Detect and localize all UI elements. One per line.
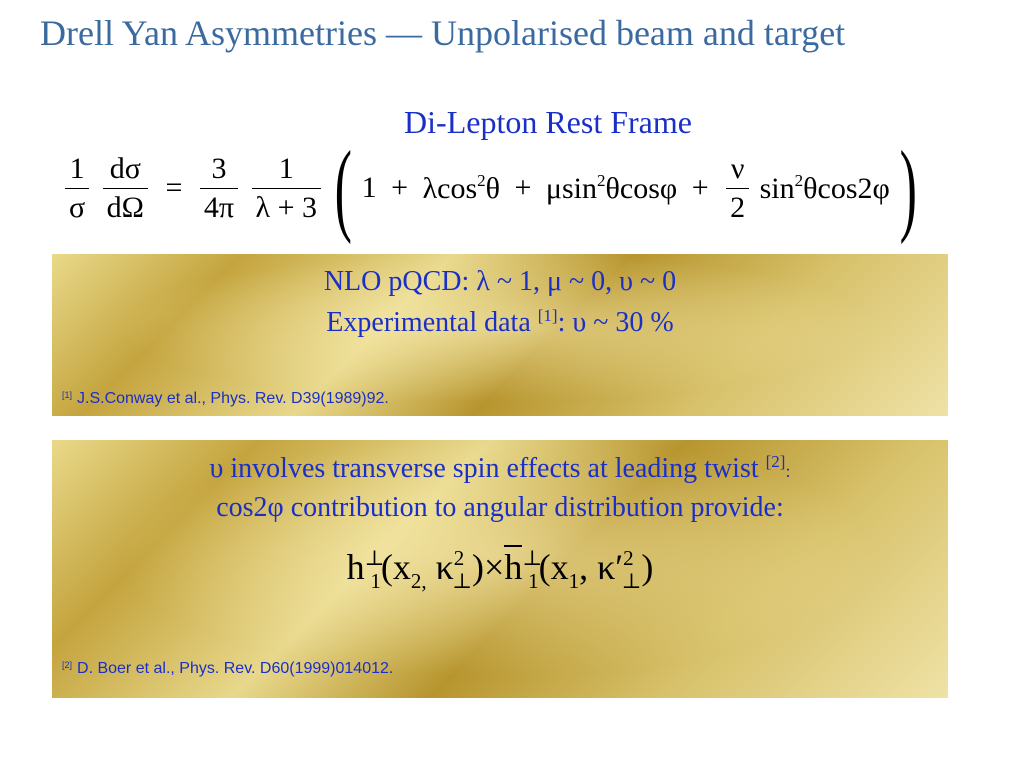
equals-sign: = (165, 171, 183, 204)
reference-2: [2] D. Boer et al., Phys. Rev. D60(1999)014012. (62, 660, 394, 677)
fraction-dsigma-domega: $\frac{d\sigma}{d\Omega}$ (103, 150, 148, 227)
term-lambda-cos: λcos$^2$θ (422, 170, 500, 205)
nlo-pqcd-box (52, 254, 948, 416)
transverse-spin-box (52, 440, 948, 698)
fraction-nu-over-two: $\frac{\nu}{2}$ (726, 150, 749, 227)
plus-sign: + (391, 171, 409, 204)
term-mu-sin: μsin$^2$θcosφ (545, 170, 678, 205)
plus-sign: + (691, 171, 709, 204)
term-nu-sin: $\sin^2\theta\cos 2\varphi$ (759, 170, 890, 205)
transverse-spin-line: υ involves transverse spin effects at leading twist [2]: (209, 452, 791, 484)
experimental-data-line: Experimental data [1]: υ ~ 30 % (326, 306, 674, 338)
angular-distribution-formula (62, 130, 920, 245)
nlo-pqcd-line: NLO pQCD: λ ~ 1, μ ~ 0, υ ~ 0 (323, 266, 677, 297)
open-paren: ( (334, 130, 352, 245)
plus-sign: + (514, 171, 532, 204)
slide-title: Drell Yan Asymmetries — Unpolarised beam and target (40, 13, 846, 53)
close-paren: ) (899, 130, 918, 245)
reference-1: [1] J.S.Conway et al., Phys. Rev. D39(1989)92. (62, 390, 389, 407)
slide-subtitle: Di-Lepton Rest Frame (404, 104, 692, 140)
fraction-three-over-four-pi: $\frac{3}{4\pi}$ (200, 150, 238, 227)
fraction-one-over-sigma: $\frac{1}{\sigma}$ (65, 150, 89, 227)
boer-mulders-product: $h^\perp_1(x_{2,}$ $\kappa^2_\perp)\times h^\perp_1(x_1$, $\kappa'^2_\perp$) (346, 546, 654, 593)
fraction-one-over-lambda-plus-three: $\frac{1}{\lambda + 3}$ (252, 150, 321, 227)
cos2phi-line: cos2φ contribution to angular distribution provide: (216, 492, 784, 523)
term-one: 1 (361, 171, 377, 204)
